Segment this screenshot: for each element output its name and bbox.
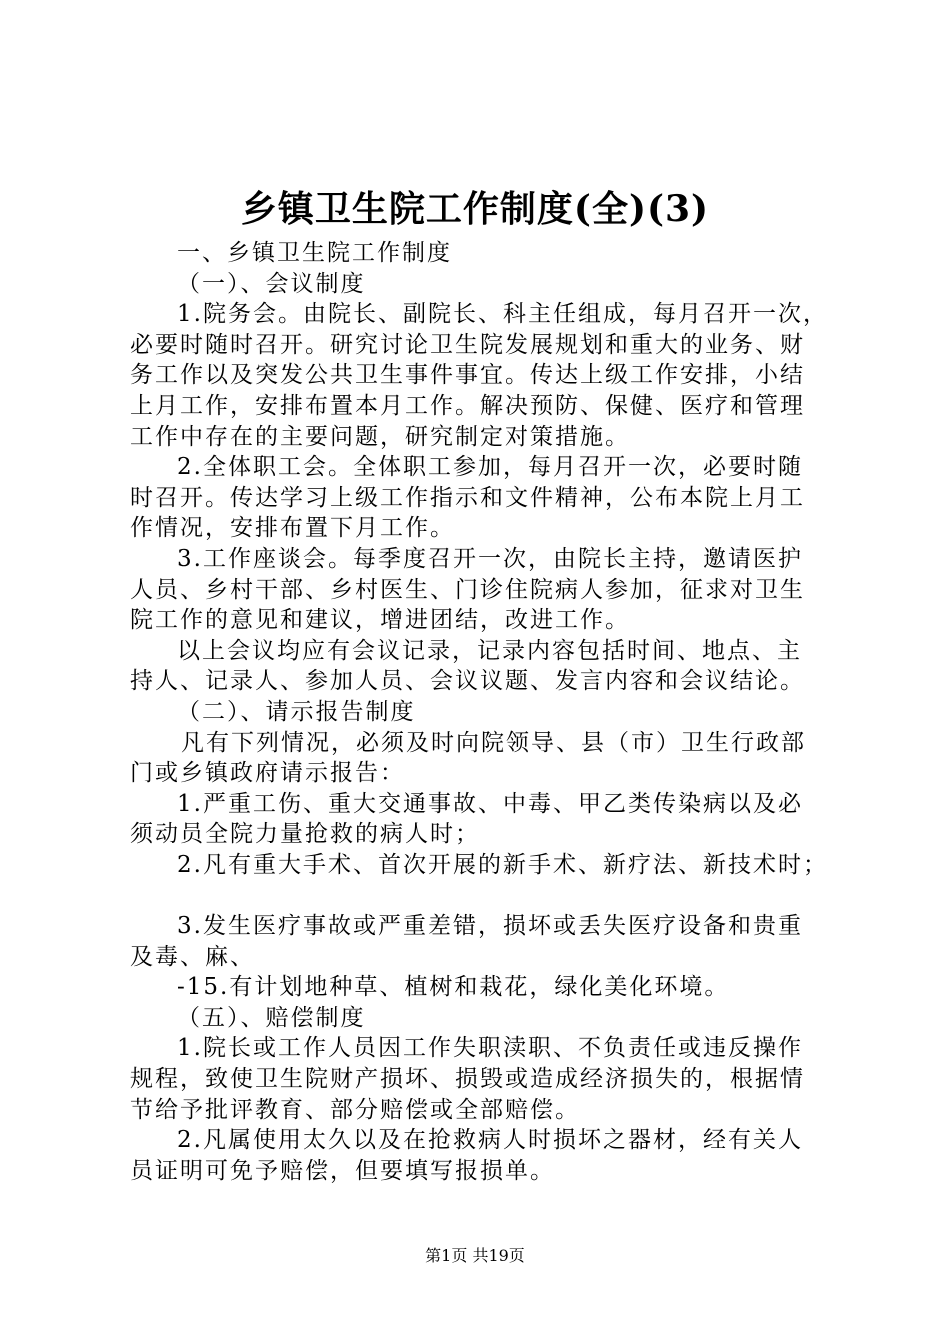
paragraph-line: 3.发生医疗事故或严重差错，损坏或丢失医疗设备和贵重 — [177, 913, 803, 940]
paragraph-line: 及毒、麻、 — [130, 943, 255, 970]
blank-line — [130, 880, 846, 911]
paragraph-line: 人员、乡村干部、乡村医生、门诊住院病人参加，征求对卫生 — [130, 576, 805, 603]
paragraph-line: 必要时随时召开。研究讨论卫生院发展规划和重大的业务、财 — [130, 331, 805, 358]
paragraph-line: 3.工作座谈会。每季度召开一次，由院长主持，邀请医护 — [177, 545, 803, 572]
paragraph-line: 务工作以及突发公共卫生事件事宜。传达上级工作安排，小结 — [130, 362, 805, 389]
paragraph-line: 门或乡镇政府请示报告： — [130, 760, 405, 787]
subsection-heading: （一）、会议制度 — [177, 270, 366, 297]
paragraph-line: 规程，致使卫生院财产损坏、损毁或造成经济损失的，根据情 — [130, 1066, 805, 1093]
paragraph-line: 2.全体职工会。全体职工参加，每月召开一次，必要时随 — [177, 454, 803, 481]
paragraph-line: 工作中存在的主要问题，研究制定对策措施。 — [130, 423, 630, 450]
paragraph-line: -15.有计划地种草、植树和栽花，绿化美化环境。 — [177, 974, 730, 1001]
paragraph-line: 1.院长或工作人员因工作失职渎职、不负责任或违反操作 — [177, 1035, 803, 1062]
page-number-footer: 第1页 共19页 — [425, 1246, 525, 1265]
paragraph-line: 员证明可免予赔偿，但要填写报损单。 — [130, 1157, 555, 1184]
section-heading: 一、乡镇卫生院工作制度 — [177, 240, 452, 266]
paragraph-line: 2.凡有重大手术、首次开展的新手术、新疗法、新技术时； — [177, 851, 828, 878]
paragraph-line: 院工作的意见和建议，增进团结，改进工作。 — [130, 607, 630, 634]
subsection-heading: （五）、赔偿制度 — [177, 1004, 366, 1031]
document-body — [130, 238, 846, 1186]
paragraph-line: 时召开。传达学习上级工作指示和文件精神，公布本院上月工 — [130, 484, 805, 511]
paragraph-line: 1.严重工伤、重大交通事故、中毒、甲乙类传染病以及必 — [177, 790, 803, 817]
subsection-heading: （二）、请示报告制度 — [177, 698, 416, 725]
paragraph-line: 作情况，安排布置下月工作。 — [130, 515, 455, 542]
paragraph-line: 2.凡属使用太久以及在抢救病人时损坏之器材，经有关人 — [177, 1127, 803, 1154]
paragraph-line: 凡有下列情况，必须及时向院领导、县（市）卫生行政部 — [181, 729, 806, 756]
paragraph-line: 以上会议均应有会议记录，记录内容包括时间、地点、主 — [177, 637, 802, 664]
paragraph-line: 上月工作，安排布置本月工作。解决预防、保健、医疗和管理 — [130, 392, 805, 419]
document-title: 乡镇卫生院工作制度(全)(3) — [240, 188, 710, 230]
paragraph-line: 1.院务会。由院长、副院长、科主任组成，每月召开一次， — [177, 301, 828, 328]
paragraph-line: 须动员全院力量抢救的病人时； — [130, 821, 480, 848]
paragraph-line: 节给予批评教育、部分赔偿或全部赔偿。 — [130, 1096, 580, 1123]
paragraph-line: 持人、记录人、参加人员、会议议题、发言内容和会议结论。 — [130, 668, 805, 695]
